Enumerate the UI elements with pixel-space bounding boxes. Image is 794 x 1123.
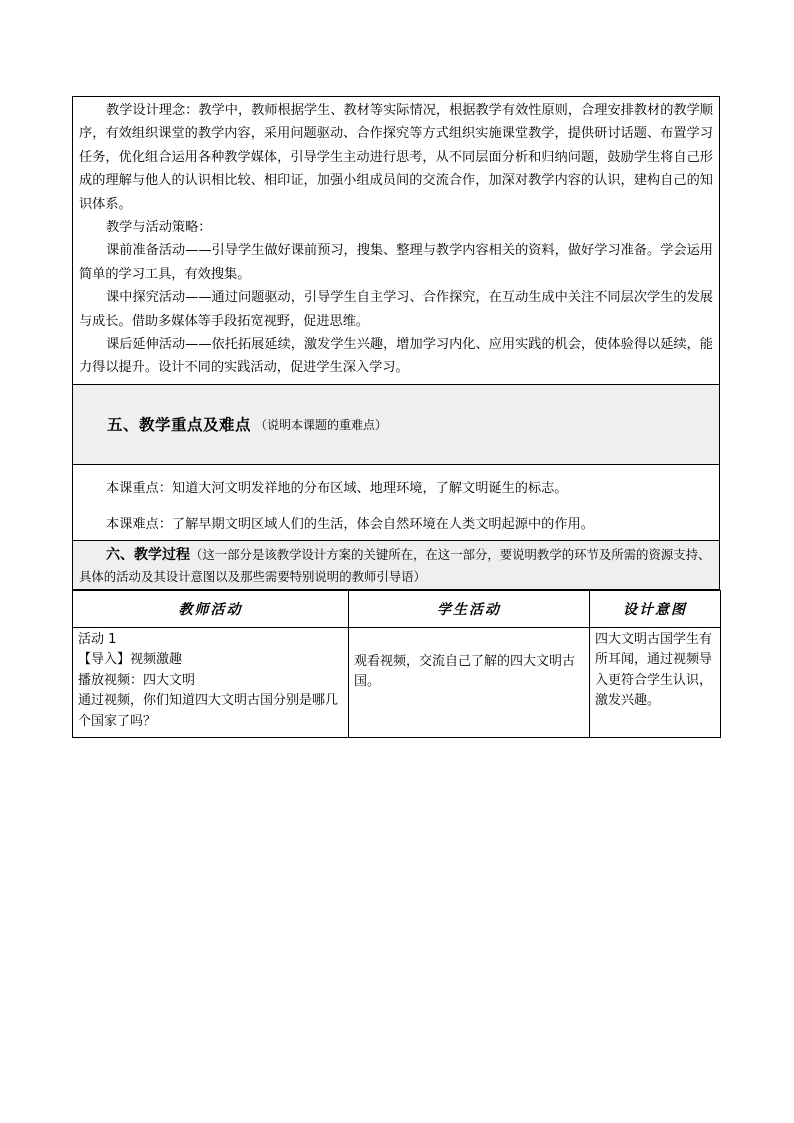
difficult-point-text: 本课难点：了解早期文明区域人们的生活，体会自然环境在人类文明起源中的作用。	[106, 516, 594, 532]
design-intent-cell: 四大文明古国学生有所耳闻，通过视频导入更符合学生认识，激发兴趣。	[590, 627, 721, 738]
column-header-student: 学生活动	[349, 590, 590, 627]
column-header-teacher: 教师活动	[73, 590, 349, 627]
table-row	[73, 627, 721, 738]
column-header-intent: 设计意图	[590, 590, 721, 627]
design-paragraph: 教学设计理念：教学中，教师根据学生、教材等实际情况，根据教学有效性原则，合理安排教材的教学顺序，有效组织课堂的教学内容，采用问题驱动、合作探究等方式组织实施课堂教学，提供研讨话题、布置学习任务，优化组合运用各种教学媒体，引导学生主动进行思考，从不同层面分析和归纳问题，鼓励学生将自己形成的理解与他人的认识相比较、相印证，加强小组成员间的交流合作，加深对教学内容的认识，建构自己的知识体系。	[79, 103, 713, 212]
teacher-line: 播放视频：四大文明	[78, 672, 196, 688]
teacher-line: 活动 1	[78, 631, 117, 647]
design-philosophy-section	[72, 96, 720, 385]
section6-header	[72, 541, 720, 590]
teacher-line: 【导入】视频激趣	[78, 652, 183, 668]
teacher-line: 通过视频，你们知道四大文明古国分别是哪几个国家了吗？	[78, 693, 339, 729]
section6-title: 六、教学过程	[106, 546, 190, 563]
design-paragraph: 教学与活动策略：	[106, 220, 212, 236]
document-page	[72, 96, 720, 738]
key-points-section	[72, 465, 720, 541]
table-header-row	[73, 590, 721, 627]
section5-note: （说明本课题的重难点）	[255, 417, 388, 432]
section6-note: （这一部分是该教学设计方案的关键所在，在这一部分，要说明教学的环节及所需的资源支持、具体的活动及其设计意图以及那些需要特别说明的教师引导语）	[79, 546, 711, 584]
design-paragraph: 课中探究活动——通过问题驱动，引导学生自主学习、合作探究，在互动生成中关注不同层次学生的发展与成长。借助多媒体等手段拓宽视野，促进思维。	[79, 290, 713, 329]
student-activity-cell: 观看视频，交流自己了解的四大文明古国。	[349, 627, 590, 738]
key-point-text: 本课重点：知道大河文明发祥地的分布区域、地理环境，了解文明诞生的标志。	[106, 480, 568, 496]
section5-header	[72, 385, 720, 465]
design-paragraph: 课后延伸活动——依托拓展延续，激发学生兴趣，增加学习内化、应用实践的机会，使体验得以延续，能力得以提升。设计不同的实践活动，促进学生深入学习。	[79, 337, 713, 376]
design-paragraph: 课前准备活动——引导学生做好课前预习，搜集、整理与教学内容相关的资料，做好学习准备。学会运用简单的学习工具，有效搜集。	[79, 243, 713, 282]
process-table	[72, 590, 721, 739]
teacher-activity-cell	[73, 627, 349, 738]
section5-title: 五、教学重点及难点	[107, 416, 252, 435]
